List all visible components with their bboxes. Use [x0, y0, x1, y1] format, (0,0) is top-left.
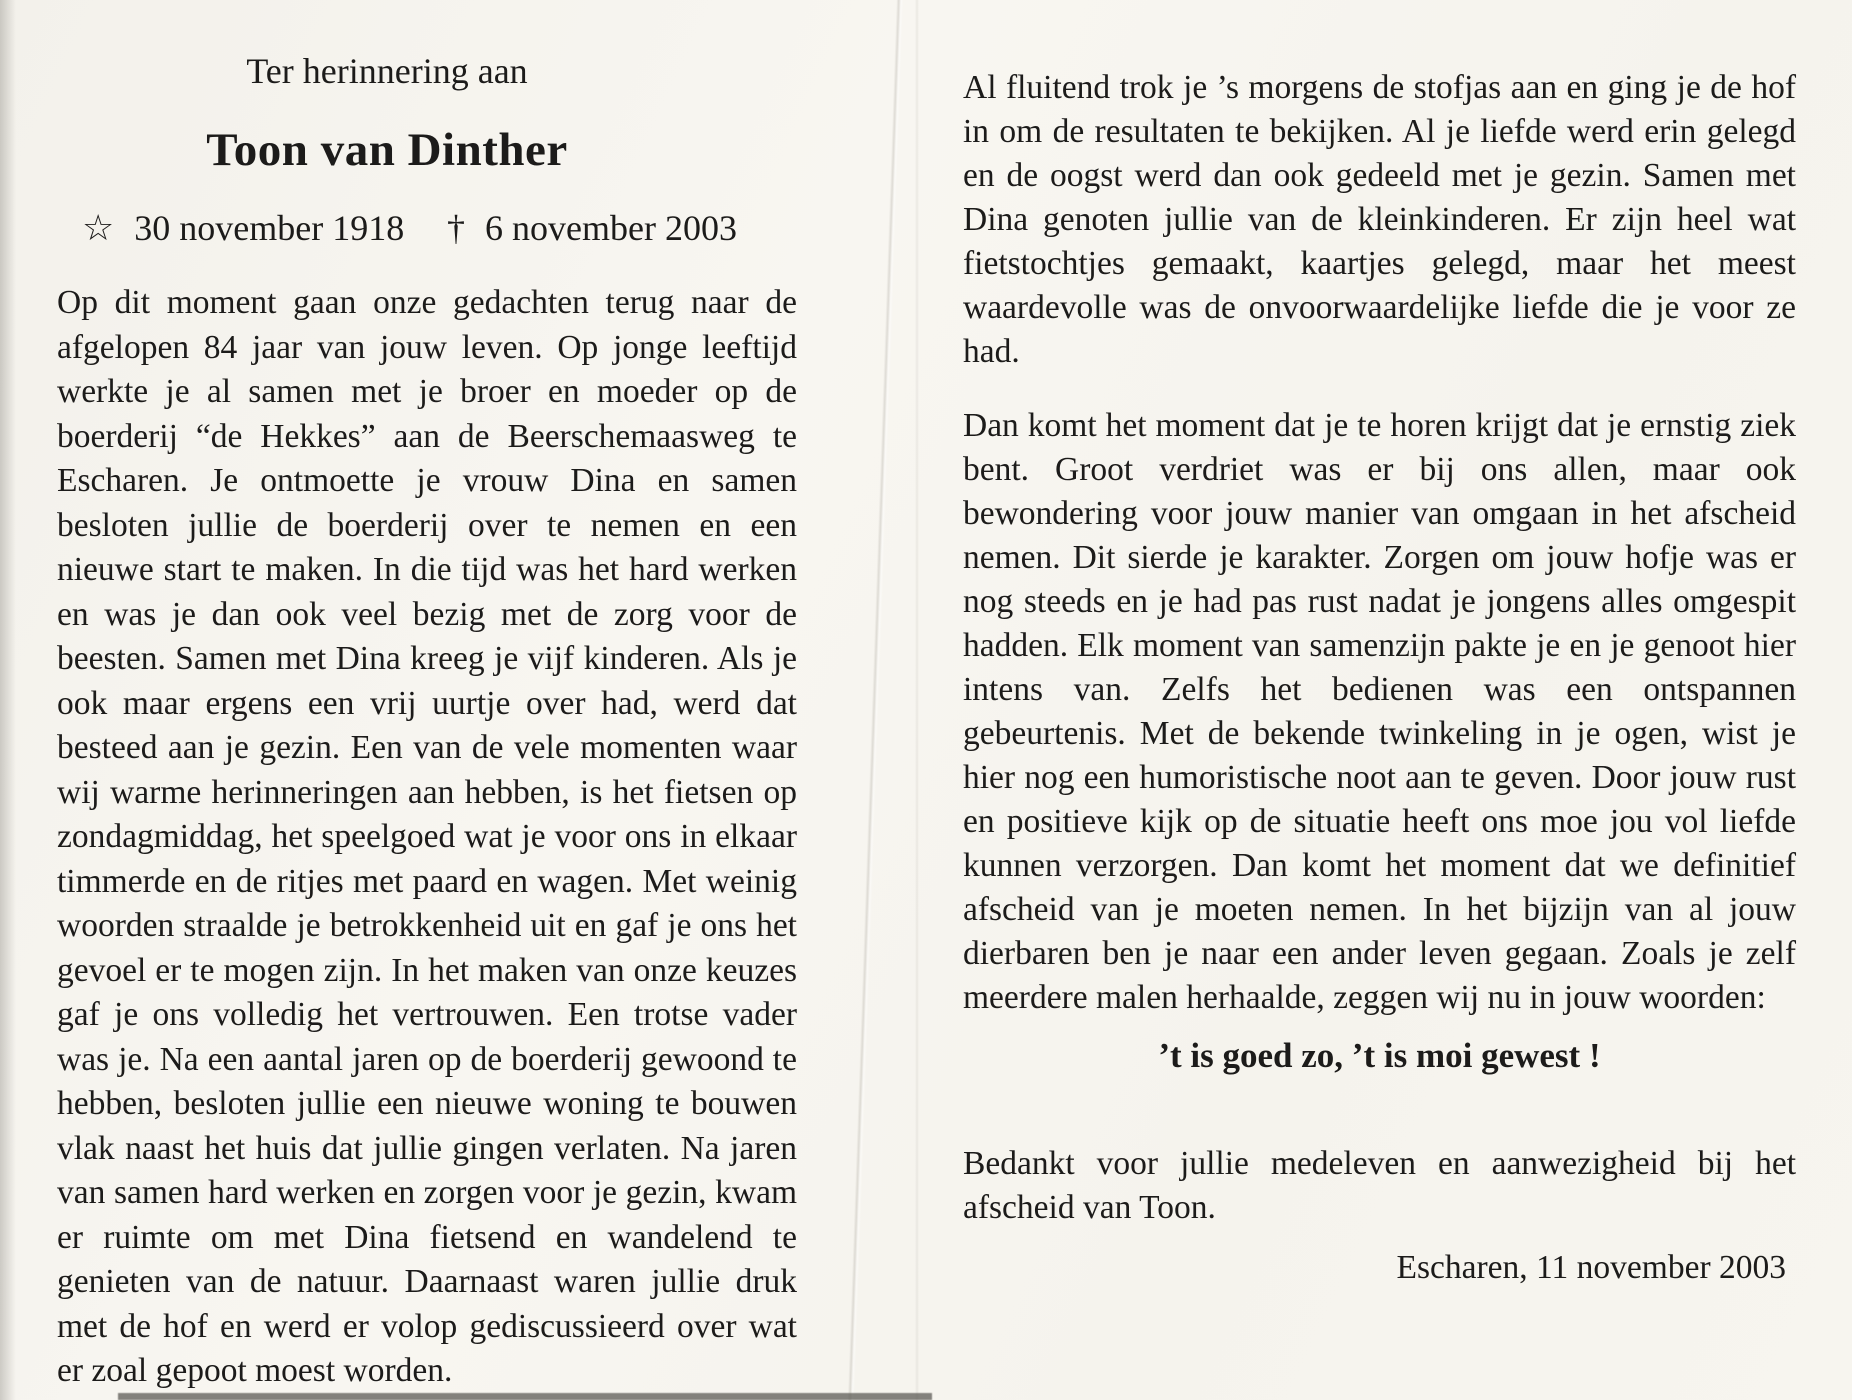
scan-bottom-edge-artifact — [118, 1393, 932, 1400]
fold-crease — [848, 0, 904, 1400]
right-paragraph-2: Dan komt het moment dat je te horen krijgt dat je ernstig ziek bent. Groot verdriet was er bij ons allen, maar ook bewondering voor jouw manier van omgaan in het afscheid nemen. Dit sierde je karakter. Zorgen om jouw hofje was er nog steeds en je had pas rust nadat je jongens alles omgespit hadden. Elk moment van samenzijn pakte je en je genoot hier intens van. Zelfs het bedienen was een ontspannen gebeurtenis. Met de bekende twinkeling in je ogen, wist je hier nog een humoristische noot aan te geven. Door jouw rust en positieve kijk op de situatie heeft ons moe jou vol liefde kunnen verzorgen. Dan komt het moment dat we definitief afscheid van je moeten nemen. In het bijzijn van al jouw dierbaren ben je naar een ander leven gegaan. Zoals je zelf meerdere malen herhaalde, zeggen wij nu in jouw woorden: — [963, 407, 1796, 1016]
birth-date-text: 30 november 1918 — [134, 208, 405, 248]
farewell-quote: ’t is goed zo, ’t is moi gewest ! — [1158, 1036, 1601, 1075]
birth-star-icon: ☆ — [82, 208, 115, 248]
death-cross-icon: † — [447, 208, 465, 248]
scan-left-edge-shadow — [0, 0, 16, 1400]
closing-dateline: Escharen, 11 november 2003 — [1396, 1249, 1786, 1286]
left-page — [57, 50, 797, 1394]
memorial-header: Ter herinnering aan — [246, 51, 528, 91]
death-date-text: 6 november 2003 — [485, 208, 737, 248]
death-date — [447, 205, 737, 251]
birth-date — [82, 205, 404, 251]
left-body-paragraph: Op dit moment gaan onze gedachten terug naar de afgelopen 84 jaar van jouw leven. Op jonge leeftijd werkte je al samen met je broer en moeder op de boerderij “de Hekkes” aan de Beerschemaasweg te Escharen. Je ontmoette je vrouw Dina en samen besloten jullie de boerderij over te nemen en een nieuwe start te maken. In die tijd was het hard werken en was je dan ook veel bezig met de zorg voor de beesten. Samen met Dina kreeg je vijf kinderen. Als je ook maar ergens een vrij uurtje over had, werd dat besteed aan je gezin. Een van de vele momenten waar wij warme herinneringen aan hebben, is het fietsen op zondagmiddag, het speelgoed wat je voor ons in elkaar timmerde en de ritjes met paard en wagen. Met weinig woorden straalde je betrokkenheid uit en gaf je ons het gevoel er te mogen zijn. In het maken van onze keuzes gaf je ons volledig het vertrouwen. Een trotse vader was je. Na een aantal jaren op de boerderij gewoond te hebben, besloten jullie een nieuwe woning te bouwen vlak naast het huis dat jullie gingen verlaten. Na jaren van samen hard werken en zorgen voor je gezin, kwam er ruimte om met Dina fietsend en wandelend te genieten van de natuur. Daarnaast waren jullie druk met de hof en werd er volop gediscussieerd over wat er zoal gepoot moest worden. — [57, 284, 797, 1389]
thanks-paragraph: Bedankt voor jullie medeleven en aanwezigheid bij het afscheid van Toon. — [963, 1145, 1796, 1226]
fold-crease-secondary — [915, 0, 919, 1400]
right-paragraph-1: Al fluitend trok je ’s morgens de stofjas aan en ging je de hof in om de resultaten te bekijken. Al je liefde werd erin gelegd en de oogst werd dan ook gedeeld met je gezin. Samen met Dina genoten jullie van de kleinkinderen. Er zijn heel wat fietstochtjes gemaakt, kaartjes gelegd, maar het meest waardevolle was de onvoorwaardelijke liefde die je voor ze had. — [963, 69, 1796, 370]
dates-row — [57, 205, 797, 251]
person-name: Toon van Dinther — [206, 124, 568, 176]
right-page — [963, 66, 1796, 1290]
